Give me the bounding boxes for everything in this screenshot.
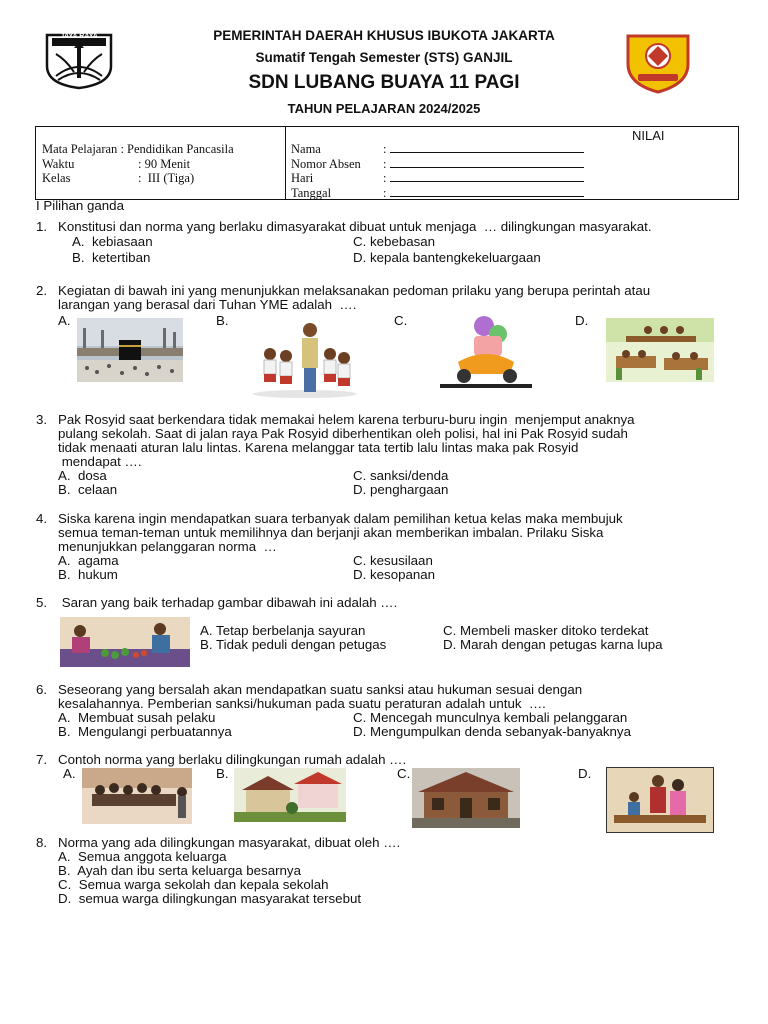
question-3-line-3: tidak menaati aturan lalu lintas. Karena melanggar tata tertib lalu lintas maka pak Rosyid [58, 440, 579, 455]
option-text: ketertiban [91, 250, 151, 265]
info-box-divider [285, 127, 286, 199]
q2-option-b[interactable]: B. [216, 313, 229, 328]
q7-option-c[interactable]: C. [397, 766, 411, 781]
question-2-line-2: larangan yang berasal dari Tuhan YME adalah …. [58, 297, 357, 312]
option-letter: C. [353, 710, 367, 725]
subject-value: Pendidikan Pancasila [127, 142, 234, 156]
sep: : [138, 171, 142, 185]
absen-label: Nomor Absen [291, 156, 361, 171]
name-row[interactable] [291, 142, 584, 157]
option-text: Semua warga sekolah dan kepala sekolah [78, 877, 329, 892]
option-text: Tetap berbelanja sayuran [216, 623, 366, 638]
option-letter: C. [353, 234, 367, 249]
scooter-riders-image[interactable] [440, 312, 532, 390]
time-row [42, 157, 234, 172]
logo-left-text: JAYA RAYA [60, 33, 98, 40]
meeting-image[interactable] [82, 768, 192, 824]
day-label: Hari [291, 171, 314, 185]
option-letter: C. [443, 623, 457, 638]
q2-option-c[interactable]: C. [394, 313, 408, 328]
question-1-text: Konstitusi dan norma yang berlaku dimasyarakat dibuat untuk menjaga … dilingkungan masyarakat. [58, 219, 652, 234]
question-4-line-2: semua teman-teman untuk memilihnya dan berjanji akan memberikan imbalan. Prilaku Siska [58, 525, 604, 540]
option-letter: B. [58, 724, 71, 739]
sep: : [383, 185, 387, 200]
kaaba-crowd-image[interactable] [77, 318, 183, 382]
question-6-line-2: kesalahannya. Pemberian sanksi/hukuman pada suatu peraturan adalah untuk …. [58, 696, 546, 711]
option-text: celaan [77, 482, 118, 497]
info-right [291, 142, 584, 200]
day-field[interactable] [390, 172, 584, 182]
q5-option-b[interactable] [200, 638, 386, 652]
option-letter: A. [58, 710, 71, 725]
header-line-2: Sumatif Tengah Semester (STS) GANJIL [255, 50, 513, 65]
class-value: III (Tiga) [147, 171, 195, 185]
academic-year: TAHUN PELAJARAN 2024/2025 [287, 101, 481, 116]
option-letter: A. [58, 849, 71, 864]
option-letter: A. [200, 623, 213, 638]
school-name: SDN LUBANG BUAYA 11 PAGI [248, 72, 520, 93]
q6-option-b[interactable] [58, 725, 232, 739]
q7-option-a[interactable]: A. [63, 766, 76, 781]
q4-option-d[interactable] [353, 568, 435, 582]
option-letter: B. [200, 637, 213, 652]
q6-option-d[interactable] [353, 725, 631, 739]
absen-field[interactable] [390, 158, 584, 168]
option-letter: D. [353, 724, 367, 739]
option-text: Mengumpulkan denda sebanyak-banyaknya [370, 724, 631, 739]
nilai-label: NILAI [632, 128, 665, 143]
q2-option-a[interactable]: A. [58, 313, 71, 328]
option-text: Ayah dan ibu serta keluarga besarnya [77, 863, 301, 878]
day-row[interactable] [291, 171, 584, 186]
q6-option-c[interactable] [353, 711, 627, 725]
header-line-1: PEMERINTAH DAERAH KHUSUS IBUKOTA JAKARTA [213, 28, 555, 43]
teacher-students-image[interactable] [250, 318, 360, 398]
option-letter: D. [443, 637, 457, 652]
option-letter: C. [353, 553, 367, 568]
q7-option-d[interactable]: D. [578, 766, 592, 781]
sep: : [120, 142, 124, 156]
subject-label: Mata Pelajaran [42, 142, 118, 156]
sep: : [383, 171, 387, 185]
question-2-number: 2. [36, 283, 48, 298]
info-left [42, 142, 234, 186]
q1-option-d[interactable] [353, 251, 541, 265]
classroom-image[interactable] [606, 318, 714, 382]
question-4-line-1: Siska karena ingin mendapatkan suara terbanyak dalam pemilihan ketua kelas maka membujuk [58, 511, 623, 526]
q2-option-d[interactable]: D. [575, 313, 589, 328]
q5-option-d[interactable] [443, 638, 663, 652]
question-3-line-1: Pak Rosyid saat berkendara tidak memakai helem karena terburu-buru ingin menjemput anaknya [58, 412, 635, 427]
question-2-line-1: Kegiatan di bawah ini yang menunjukkan melaksanakan pedoman prilaku yang berupa perintah atau [58, 283, 651, 298]
option-letter: D. [58, 891, 72, 906]
option-letter: A. [58, 468, 71, 483]
option-letter: C. [353, 468, 367, 483]
houses-image[interactable] [234, 768, 346, 822]
option-text: kesopanan [370, 567, 436, 582]
time-value: 90 Menit [144, 156, 191, 171]
info-box [35, 126, 739, 200]
q4-option-b[interactable] [58, 568, 118, 582]
option-text: Tidak peduli dengan petugas [216, 637, 387, 652]
date-row[interactable] [291, 186, 584, 201]
q3-option-b[interactable] [58, 483, 117, 497]
q8-option-d[interactable] [58, 892, 361, 906]
q4-option-c[interactable] [353, 554, 433, 568]
date-field[interactable] [390, 187, 584, 197]
name-field[interactable] [390, 143, 584, 153]
option-text: dosa [77, 468, 107, 483]
family-image[interactable] [606, 767, 714, 833]
option-text: Membeli masker ditoko terdekat [460, 623, 649, 638]
question-3-number: 3. [36, 412, 48, 427]
question-8-text: Norma yang ada dilingkungan masyarakat, dibuat oleh …. [58, 835, 401, 850]
option-text: Mengulangi perbuatannya [77, 724, 232, 739]
sep: : [138, 156, 142, 171]
question-5-number: 5. [36, 595, 48, 610]
question-7-number: 7. [36, 752, 48, 767]
option-text: hukum [77, 567, 118, 582]
date-label: Tanggal [291, 185, 332, 200]
option-text: sanksi/denda [370, 468, 449, 483]
q3-option-a[interactable] [58, 469, 107, 483]
q1-option-c[interactable] [353, 235, 435, 249]
q3-option-c[interactable] [353, 469, 448, 483]
option-text: penghargaan [370, 482, 449, 497]
option-text: Marah dengan petugas karna lupa [460, 637, 663, 652]
absen-row[interactable] [291, 157, 584, 172]
option-text: Membuat susah pelaku [77, 710, 216, 725]
q1-option-a[interactable] [72, 235, 153, 249]
class-row [42, 171, 234, 186]
question-6-line-1: Seseorang yang bersalah akan mendapatkan suatu sanksi atau hukuman sesuai dengan [58, 682, 583, 697]
option-text: semua warga dilingkungan masyarakat tersebut [78, 891, 362, 906]
q1-option-b[interactable] [72, 251, 150, 265]
option-letter: D. [353, 250, 367, 265]
question-1-number: 1. [36, 219, 48, 234]
option-text: kebiasaan [91, 234, 153, 249]
q4-option-a[interactable] [58, 554, 119, 568]
option-text: Semua anggota keluarga [77, 849, 227, 864]
market-vendors-image[interactable] [60, 617, 190, 667]
option-letter: B. [72, 250, 85, 265]
question-4-line-3: menunjukkan pelanggaran norma … [58, 539, 277, 554]
q8-option-a[interactable] [58, 850, 227, 864]
question-5-text: Saran yang baik terhadap gambar dibawah ini adalah …. [58, 595, 398, 610]
question-8-number: 8. [36, 835, 48, 850]
question-4-number: 4. [36, 511, 48, 526]
option-letter: D. [353, 567, 367, 582]
q3-option-d[interactable] [353, 483, 448, 497]
name-label: Nama [291, 142, 321, 156]
sep: : [383, 142, 387, 156]
option-letter: A. [72, 234, 85, 249]
section-title: I Pilihan ganda [36, 198, 124, 213]
sep: : [383, 156, 387, 171]
question-6-number: 6. [36, 682, 48, 697]
question-3-line-4: mendapat …. [58, 454, 142, 469]
q8-option-b[interactable] [58, 864, 301, 878]
q5-option-a[interactable] [200, 624, 365, 638]
question-7-text: Contoh norma yang berlaku dilingkungan rumah adalah …. [58, 752, 407, 767]
option-letter: D. [353, 482, 367, 497]
option-letter: A. [58, 553, 71, 568]
class-label: Kelas [42, 171, 71, 185]
question-3-line-2: pulang sekolah. Saat di jalan raya Pak Rosyid diberhentikan oleh polisi, hal ini Pak Rosyid sudah [58, 426, 628, 441]
option-text: agama [77, 553, 119, 568]
option-text: Mencegah munculnya kembali pelanggaran [370, 710, 628, 725]
time-label: Waktu [42, 156, 75, 171]
option-letter: B. [58, 482, 71, 497]
option-text: kesusilaan [370, 553, 433, 568]
option-text: kepala bantengkekeluargaan [370, 250, 541, 265]
q6-option-a[interactable] [58, 711, 215, 725]
option-letter: B. [58, 863, 71, 878]
q8-option-c[interactable] [58, 878, 329, 892]
q7-option-b[interactable]: B. [216, 766, 229, 781]
option-text: kebebasan [370, 234, 436, 249]
option-letter: C. [58, 877, 72, 892]
option-letter: B. [58, 567, 71, 582]
subject-row [42, 142, 234, 157]
wooden-house-image[interactable] [412, 768, 520, 828]
q5-option-c[interactable] [443, 624, 648, 638]
